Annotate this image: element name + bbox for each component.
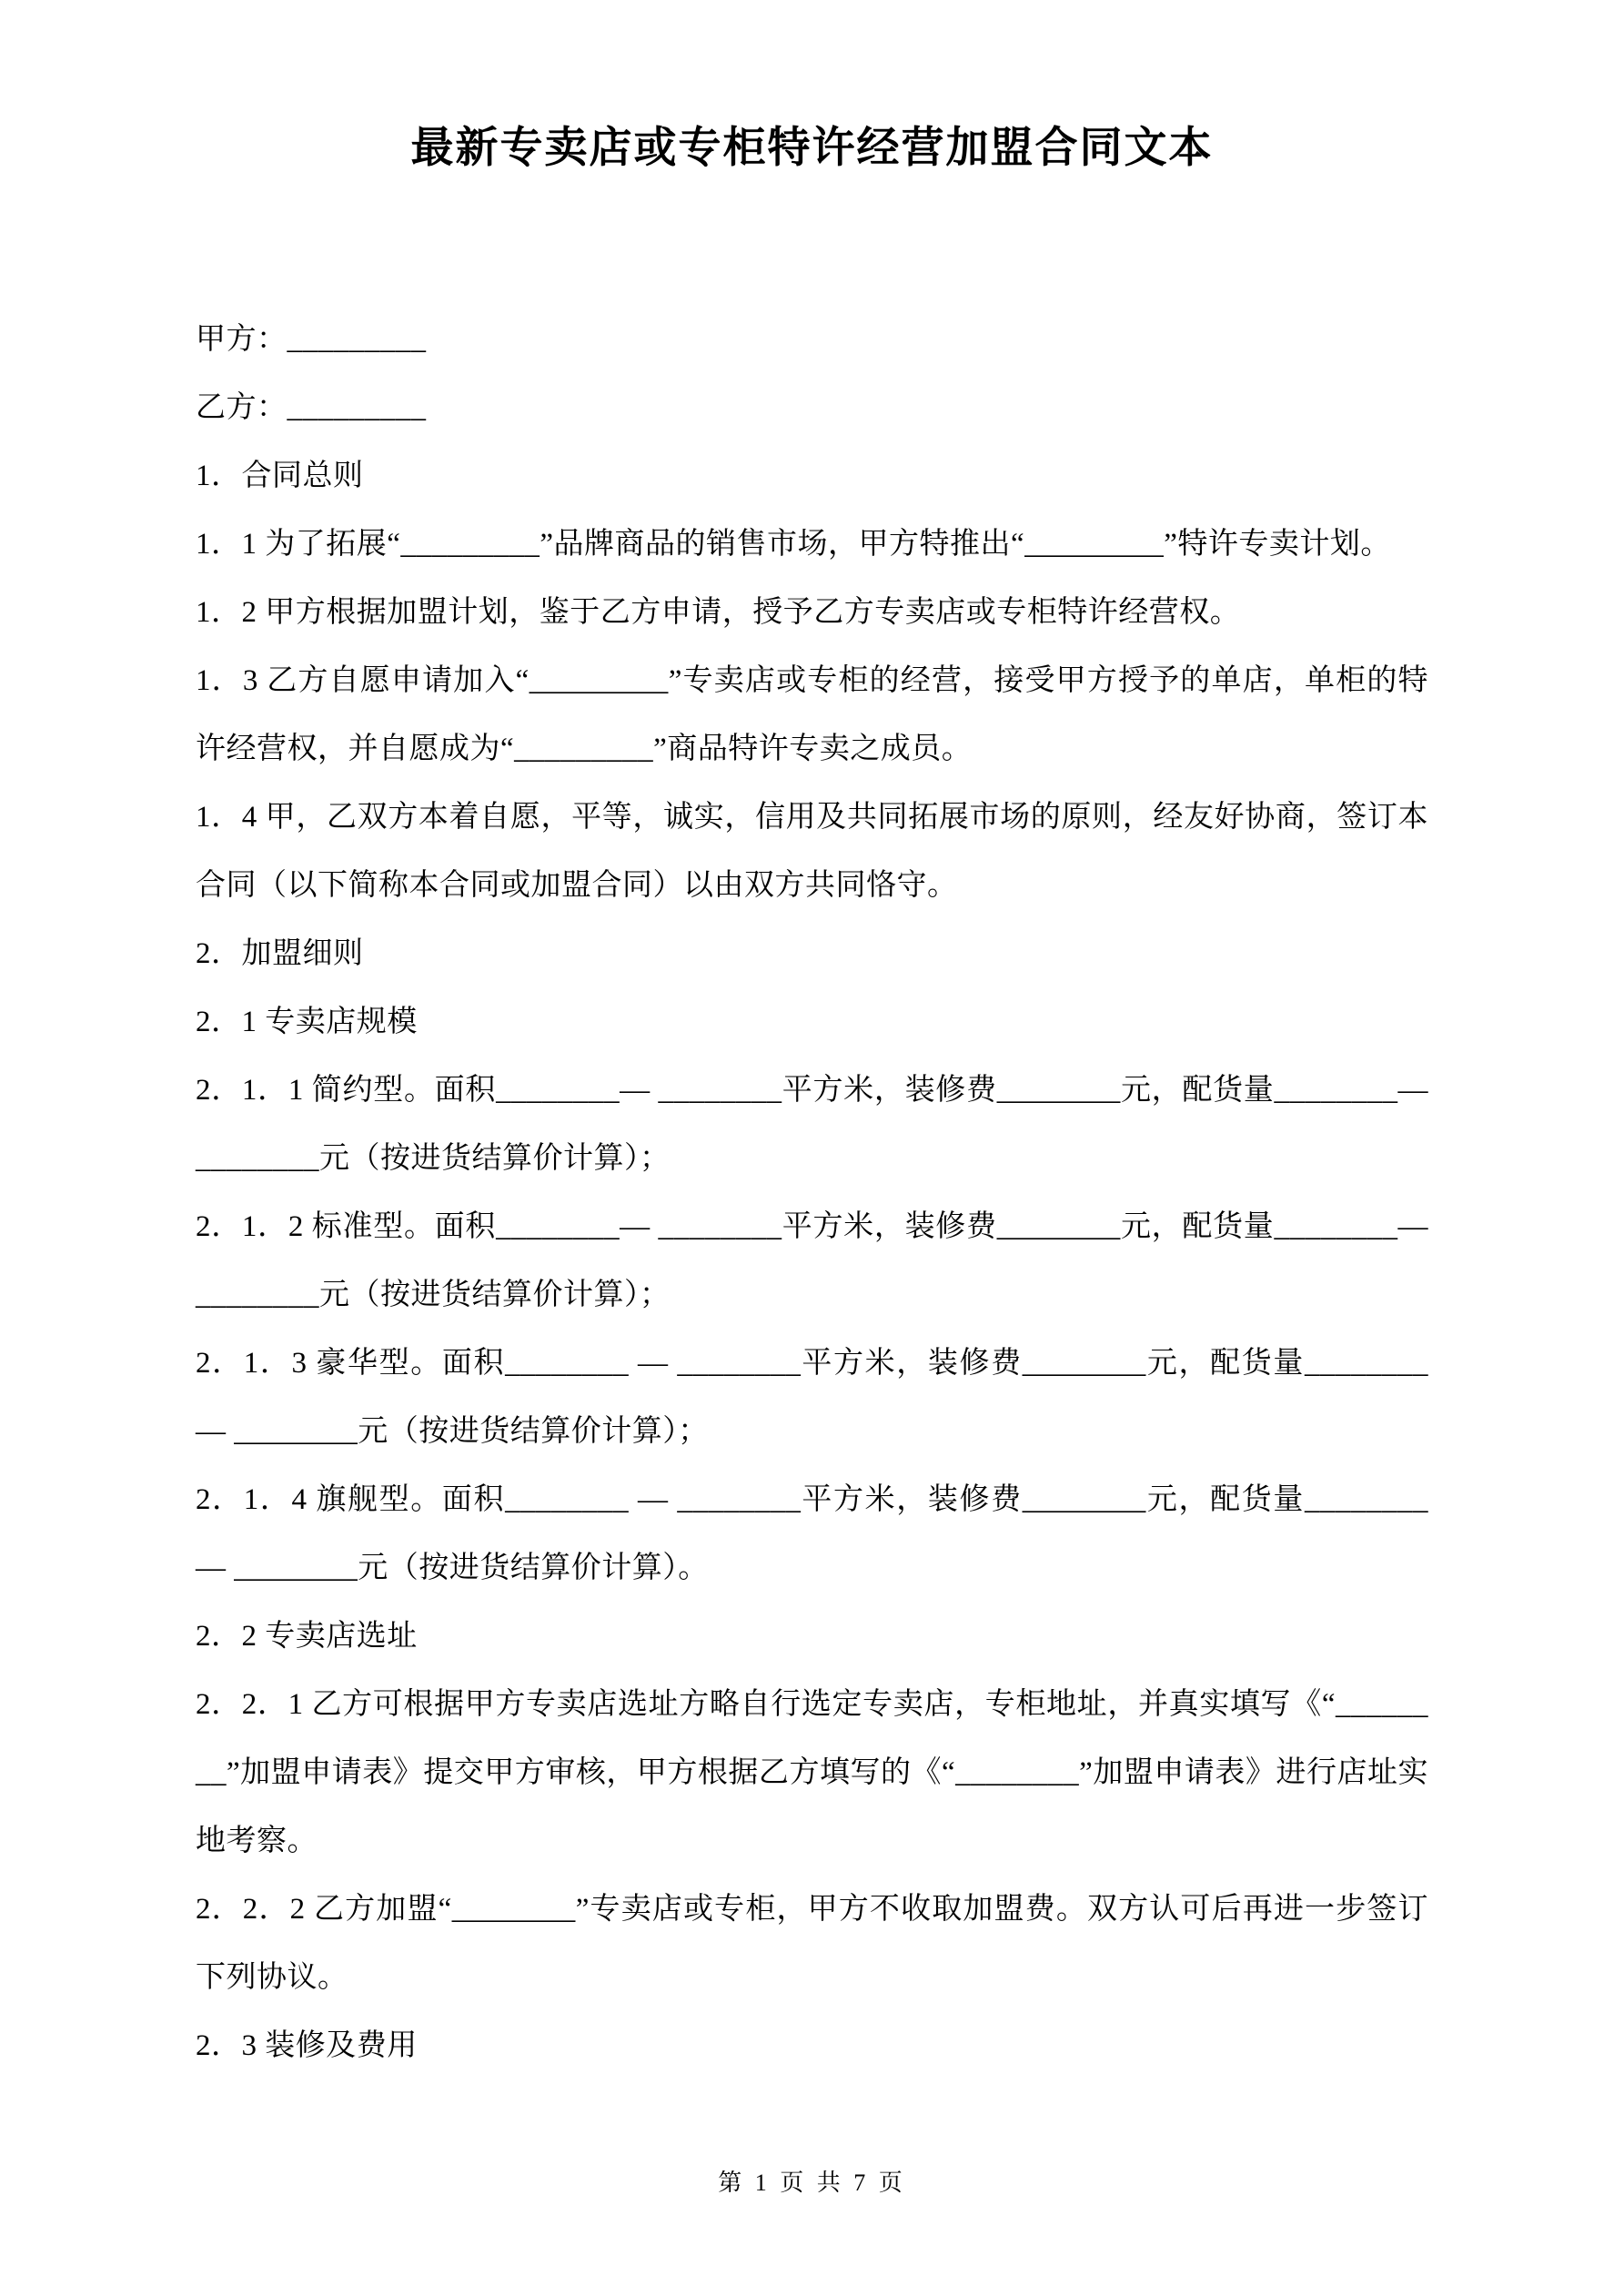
contract-line-1-1: 1．1 为了拓展“_________”品牌商品的销售市场，甲方特推出“_________”特许专卖计划。: [196, 528, 1391, 561]
contract-line-section-1: 1．合同总则: [196, 460, 364, 493]
page-number-footer: 第 1 页 共 7 页: [718, 2170, 906, 2196]
contract-line-2-1-2: 2．1．2 标准型。面积________— ________平方米，装修费________元，配货量________— ________元（按进货结算价计算）；: [196, 1210, 1428, 1312]
contract-line-2-2-1: 2．2．1 乙方可根据甲方专卖店选址方略自行选定专卖店，专柜地址，并真实填写《“________”加盟申请表》提交甲方审核，甲方根据乙方填写的《“________”加盟申请表》进行店址实地考察。: [196, 1688, 1428, 1858]
contract-line-party-b: 乙方：_________: [196, 391, 427, 425]
contract-line-1-3: 1．3 乙方自愿申请加入“_________”专卖店或专柜的经营，接受甲方授予的单店，单柜的特许经营权，并自愿成为“_________”商品特许专卖之成员。: [196, 664, 1428, 766]
contract-line-2-2: 2．2 专卖店选址: [196, 1620, 418, 1654]
contract-line-section-2: 2．加盟细则: [196, 937, 364, 971]
contract-line-1-4: 1．4 甲，乙双方本着自愿，平等，诚实，信用及共同拓展市场的原则，经友好协商，签订本合同（以下简称本合同或加盟合同）以由双方共同恪守。: [196, 801, 1428, 903]
contract-line-1-2: 1．2 甲方根据加盟计划，鉴于乙方申请，授予乙方专卖店或专柜特许经营权。: [196, 596, 1241, 630]
contract-line-2-2-2: 2．2．2 乙方加盟“________”专卖店或专柜，甲方不收取加盟费。双方认可后再进一步签订下列协议。: [196, 1893, 1428, 1995]
contract-line-2-3: 2．3 装修及费用: [196, 2029, 418, 2063]
document-title: 最新专卖店或专柜特许经营加盟合同文本: [410, 125, 1214, 172]
contract-line-2-1-3: 2．1．3 豪华型。面积________ — ________平方米，装修费________元，配货量________— ________元（按进货结算价计算）；: [196, 1347, 1428, 1449]
contract-line-2-1: 2．1 专卖店规模: [196, 1006, 418, 1039]
contract-line-2-1-1: 2．1．1 简约型。面积________— ________平方米，装修费________元，配货量________— ________元（按进货结算价计算）；: [196, 1074, 1428, 1176]
contract-line-party-a: 甲方：_________: [196, 323, 427, 357]
contract-line-2-1-4: 2．1．4 旗舰型。面积________ — ________平方米，装修费________元，配货量________— ________元（按进货结算价计算）。: [196, 1483, 1428, 1585]
